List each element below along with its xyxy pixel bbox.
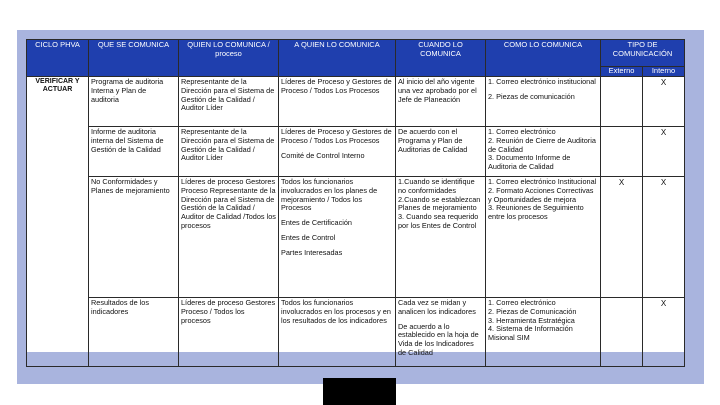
cuando-cell	[396, 298, 486, 367]
cuando-cell	[396, 127, 486, 177]
a-quien-cell	[279, 127, 396, 177]
header-tipo-de-comunicacion: TIPO DE COMUNICACIÓN	[601, 40, 685, 67]
cuando-line: 1.Cuando se identifique no conformidades	[398, 177, 475, 195]
header-quien-lo-comunica: QUIEN LO COMUNICA / proceso	[179, 40, 279, 77]
a-quien-line: Todos los funcionarios involucrados en los planes de mejoramiento / Todos los Procesos	[281, 177, 378, 213]
que-cell: Informe de auditoria interna del Sistema de Gestión de la Calidad	[89, 127, 179, 177]
interno-mark: X	[643, 298, 685, 367]
cuando-line: Cada vez se midan y analicen los indicadores	[398, 298, 476, 316]
a-quien-line: Líderes de Proceso y Gestores de Proceso / Todos Los Procesos	[281, 77, 392, 95]
externo-mark	[601, 298, 643, 367]
cuando-line: Al inicio del año vigente una vez aprobado por el Jefe de Planeación	[398, 77, 477, 104]
como-cell	[486, 77, 601, 127]
phase-cell: VERIFICAR Y ACTUAR	[27, 77, 89, 367]
como-line: 2. Reunión de Cierre de Auditoria de Calidad	[488, 135, 596, 154]
header-que-se-comunica: QUE SE COMUNICA	[89, 40, 179, 77]
externo-mark	[601, 77, 643, 127]
header-cuando-lo-comunica: CUANDO LO COMUNICA	[396, 40, 486, 77]
que-cell: No Conformidades y Planes de mejoramiento	[89, 177, 179, 298]
que-cell: Programa de auditoria Interna y Plan de auditoria	[89, 77, 179, 127]
a-quien-cell	[279, 177, 396, 298]
como-cell	[486, 298, 601, 367]
a-quien-line: Partes Interesadas	[281, 247, 343, 257]
cuando-line: De acuerdo a lo establecido en la hoja de Vida de los Indicadores de Calidad	[398, 321, 479, 357]
como-line: 2. Piezas de comunicación	[488, 91, 575, 101]
como-line: 2. Piezas de Comunicación	[488, 306, 577, 316]
externo-mark	[601, 127, 643, 177]
header-interno: Interno	[643, 67, 685, 77]
a-quien-cell	[279, 77, 396, 127]
quien-cell: Líderes de proceso Gestores Proceso / Todos los procesos	[179, 298, 279, 367]
bottom-black-bar	[323, 378, 396, 405]
a-quien-line: Comité de Control Interno	[281, 150, 365, 160]
como-cell	[486, 127, 601, 177]
header-externo: Externo	[601, 67, 643, 77]
a-quien-line: Todos los funcionarios involucrados en los procesos y en los resultados de los indicadores	[281, 298, 391, 325]
interno-mark: X	[643, 127, 685, 177]
cuando-line: De acuerdo con el Programa y Plan de Auditorias de Calidad	[398, 127, 468, 154]
que-cell: Resultados de los indicadores	[89, 298, 179, 367]
header-a-quien-lo-comunica: A QUIEN LO COMUNICA	[279, 40, 396, 77]
table-row	[27, 127, 685, 177]
table-row	[27, 177, 685, 298]
como-line: 2. Formato Acciones Correctivas y Oportunidades de mejora	[488, 185, 594, 204]
header-ciclo-phva: CICLO PHVA	[27, 40, 89, 77]
quien-cell: Líderes de proceso Gestores Proceso Representante de la Dirección para el Sistema de Gestión de la Calidad / Auditor de Calidad /Todos los procesos	[179, 177, 279, 298]
quien-cell: Representante de la Dirección para el Sistema de Gestión de la Calidad / Auditor Líder	[179, 77, 279, 127]
como-line: 1. Correo electrónico	[488, 127, 556, 136]
externo-mark: X	[601, 177, 643, 298]
cuando-cell	[396, 77, 486, 127]
quien-cell: Representante de la Dirección para el Sistema de Gestión de la Calidad / Auditor Líder	[179, 127, 279, 177]
cuando-line: 2.Cuando se establezcan Planes de mejoramiento	[398, 194, 481, 213]
como-line: 1. Correo electrónico institucional	[488, 77, 596, 86]
table-row	[27, 77, 685, 127]
communication-table	[26, 39, 685, 367]
interno-mark: X	[643, 177, 685, 298]
table-row	[27, 298, 685, 367]
header-como-lo-comunica: COMO LO COMUNICA	[486, 40, 601, 77]
como-line: 3. Herramienta Estratégica	[488, 315, 575, 325]
cuando-line: 3. Cuando sea requerido por los Entes de Control	[398, 212, 479, 230]
a-quien-line: Entes de Control	[281, 232, 336, 242]
a-quien-line: Líderes de Proceso y Gestores de Proceso / Todos Los Procesos	[281, 127, 392, 145]
a-quien-cell	[279, 298, 396, 367]
communication-matrix	[26, 39, 684, 357]
cuando-cell	[396, 177, 486, 298]
como-line: 1. Correo electrónico Institucional	[488, 177, 597, 186]
como-line: 3. Reuniones de Seguimiento entre los procesos	[488, 203, 584, 221]
como-cell	[486, 177, 601, 298]
como-line: 4. Sistema de Información Misional SIM	[488, 324, 573, 342]
como-line: 3. Documento Informe de Auditoria de Calidad	[488, 153, 571, 171]
interno-mark: X	[643, 77, 685, 127]
como-line: 1. Correo electrónico	[488, 298, 556, 307]
a-quien-line: Entes de Certificación	[281, 218, 352, 227]
